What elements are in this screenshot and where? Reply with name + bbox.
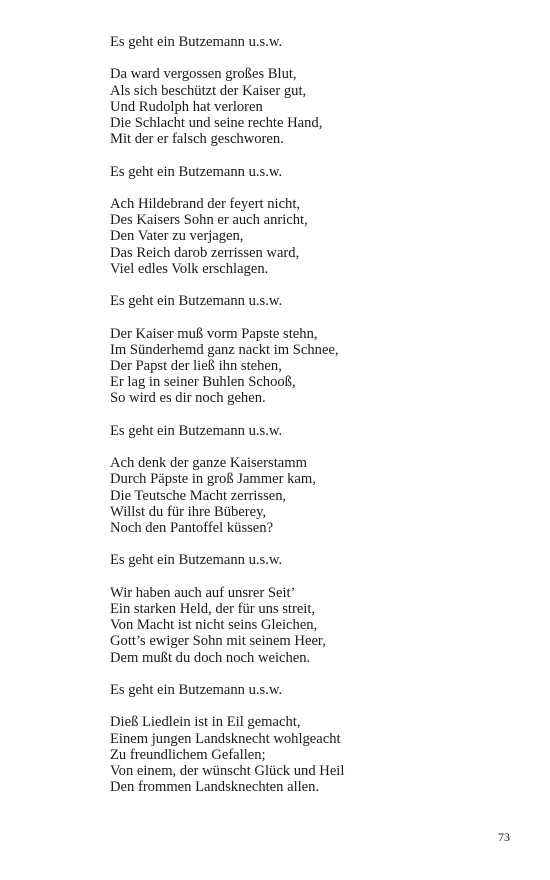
poem-body xyxy=(110,34,510,795)
stanza-refrain xyxy=(110,552,510,568)
poem-line: Es geht ein Butzemann u.s.w. xyxy=(110,34,283,50)
stanza-gap xyxy=(110,147,510,163)
poem-line: Von Macht ist nicht seins Gleichen, xyxy=(110,617,318,634)
poem-line: Ach denk der ganze Kaiserstamm xyxy=(110,455,307,472)
stanza-gap xyxy=(110,536,510,552)
stanza-gap xyxy=(110,50,510,66)
stanza-gap xyxy=(110,180,510,196)
poem-line: So wird es dir noch gehen. xyxy=(110,390,266,407)
stanza-verse xyxy=(110,714,510,795)
poem-line: Ach Hildebrand der feyert nicht, xyxy=(110,195,301,212)
poem-line: Das Reich darob zerrissen ward, xyxy=(110,244,300,261)
poem-line: Einem jungen Landsknecht wohlgeacht xyxy=(110,730,341,747)
poem-line: Es geht ein Butzemann u.s.w. xyxy=(110,552,283,569)
stanza-gap xyxy=(110,439,510,455)
poem-line: Noch den Pantoffel küssen? xyxy=(110,519,274,536)
stanza-verse xyxy=(110,66,510,147)
poem-line: Die Schlacht und seine rechte Hand, xyxy=(110,115,323,131)
stanza-verse xyxy=(110,326,510,407)
poem-line: Den Vater zu verjagen, xyxy=(110,228,244,245)
poem-line: Wir haben auch auf unsrer Seit’ xyxy=(110,584,296,601)
poem-line: Da ward vergossen großes Blut, xyxy=(110,66,297,83)
poem-line: Er lag in seiner Buhlen Schooß, xyxy=(110,374,296,391)
poem-line: Gott’s ewiger Sohn mit seinem Heer, xyxy=(110,633,326,650)
poem-line: Durch Päpste in groß Jammer kam, xyxy=(110,471,316,488)
stanza-refrain xyxy=(110,34,510,50)
stanza-refrain xyxy=(110,293,510,309)
poem-line: Der Papst der ließ ihn stehen, xyxy=(110,357,282,374)
stanza-gap xyxy=(110,569,510,585)
stanza-verse xyxy=(110,585,510,666)
poem-line: Mit der er falsch geschworen. xyxy=(110,131,284,148)
poem-line: Des Kaisers Sohn er auch anricht, xyxy=(110,212,308,229)
poem-line: Von einem, der wünscht Glück und Heil xyxy=(110,762,345,779)
stanza-refrain xyxy=(110,164,510,180)
stanza-verse xyxy=(110,455,510,536)
poem-line: Zu freundlichem Gefallen; xyxy=(110,746,266,763)
poem-line: Es geht ein Butzemann u.s.w. xyxy=(110,681,283,698)
poem-line: Und Rudolph hat verloren xyxy=(110,98,263,115)
poem-line: Es geht ein Butzemann u.s.w. xyxy=(110,163,283,180)
poem-line: Ein starken Held, der für uns streit, xyxy=(110,600,316,617)
poem-line: Dem mußt du doch noch weichen. xyxy=(110,649,311,666)
poem-line: Im Sünderhemd ganz nackt im Schnee, xyxy=(110,341,339,358)
stanza-refrain xyxy=(110,423,510,439)
poem-line: Den frommen Landsknechten allen. xyxy=(110,779,320,796)
stanza-gap xyxy=(110,407,510,423)
stanza-gap xyxy=(110,309,510,325)
poem-line: Es geht ein Butzemann u.s.w. xyxy=(110,293,283,310)
stanza-gap xyxy=(110,666,510,682)
poem-line: Dieß Liedlein ist in Eil gemacht, xyxy=(110,714,301,731)
poem-line: Viel edles Volk erschlagen. xyxy=(110,260,269,277)
stanza-gap xyxy=(110,698,510,714)
poem-line: Es geht ein Butzemann u.s.w. xyxy=(110,422,283,439)
stanza-gap xyxy=(110,277,510,293)
stanza-refrain xyxy=(110,682,510,698)
poem-line: Als sich beschützt der Kaiser gut, xyxy=(110,82,307,99)
stanza-verse xyxy=(110,196,510,277)
poem-line: Willst du für ihre Büberey, xyxy=(110,503,267,520)
poem-line: Der Kaiser muß vorm Papste stehn, xyxy=(110,325,318,342)
page-number: 73 xyxy=(498,830,510,844)
poem-line: Die Teutsche Macht zerrissen, xyxy=(110,487,287,504)
